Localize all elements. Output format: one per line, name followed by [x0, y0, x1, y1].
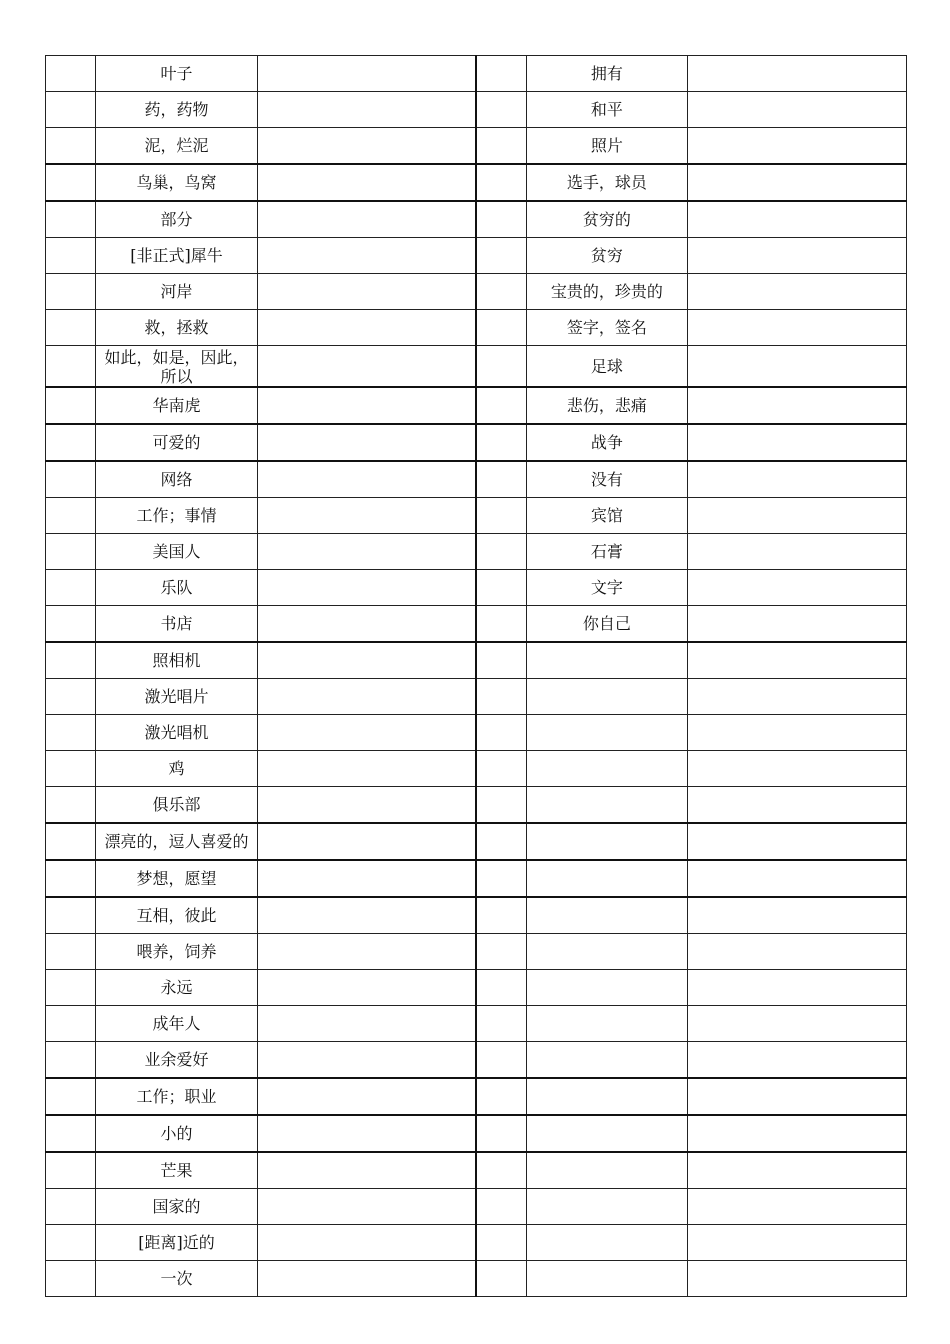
right-number-cell — [476, 498, 526, 534]
right-number-cell — [476, 1078, 526, 1115]
right-answer-cell[interactable] — [688, 1078, 907, 1115]
left-number-cell — [46, 56, 96, 92]
table-row — [46, 128, 907, 165]
left-chinese-cell: 可爱的 — [96, 424, 258, 461]
right-answer-cell[interactable] — [688, 1042, 907, 1079]
right-number-cell — [476, 1115, 526, 1152]
right-chinese-cell — [526, 1078, 688, 1115]
right-number-cell — [476, 679, 526, 715]
right-chinese-cell: 没有 — [526, 461, 688, 498]
right-answer-cell[interactable] — [688, 570, 907, 606]
vocabulary-sheet — [45, 55, 907, 1297]
left-number-cell — [46, 1006, 96, 1042]
left-answer-cell[interactable] — [257, 715, 476, 751]
left-number-cell — [46, 387, 96, 424]
left-chinese-cell: 乐队 — [96, 570, 258, 606]
left-number-cell — [46, 461, 96, 498]
table-row — [46, 897, 907, 934]
right-chinese-cell: 战争 — [526, 424, 688, 461]
left-answer-cell[interactable] — [257, 274, 476, 310]
right-number-cell — [476, 606, 526, 643]
left-answer-cell[interactable] — [257, 1006, 476, 1042]
left-answer-cell[interactable] — [257, 346, 476, 388]
right-number-cell — [476, 534, 526, 570]
left-answer-cell[interactable] — [257, 823, 476, 860]
left-chinese-cell: 书店 — [96, 606, 258, 643]
left-answer-cell[interactable] — [257, 92, 476, 128]
table-row — [46, 1189, 907, 1225]
right-chinese-cell — [526, 1006, 688, 1042]
right-chinese-cell — [526, 751, 688, 787]
left-chinese-cell: 河岸 — [96, 274, 258, 310]
right-answer-cell[interactable] — [688, 1225, 907, 1261]
right-chinese-cell — [526, 1189, 688, 1225]
left-number-cell — [46, 860, 96, 897]
left-chinese-cell: 叶子 — [96, 56, 258, 92]
right-answer-cell[interactable] — [688, 679, 907, 715]
table-row — [46, 642, 907, 679]
right-answer-cell[interactable] — [688, 164, 907, 201]
right-answer-cell[interactable] — [688, 92, 907, 128]
left-answer-cell[interactable] — [257, 606, 476, 643]
table-row — [46, 715, 907, 751]
table-row — [46, 751, 907, 787]
left-number-cell — [46, 970, 96, 1006]
right-number-cell — [476, 128, 526, 165]
left-number-cell — [46, 238, 96, 274]
table-row — [46, 1006, 907, 1042]
left-chinese-cell: 照相机 — [96, 642, 258, 679]
right-answer-cell[interactable] — [688, 387, 907, 424]
right-number-cell — [476, 642, 526, 679]
right-chinese-cell — [526, 934, 688, 970]
left-number-cell — [46, 1078, 96, 1115]
right-chinese-cell: 你自己 — [526, 606, 688, 643]
left-answer-cell[interactable] — [257, 1115, 476, 1152]
left-number-cell — [46, 201, 96, 238]
left-number-cell — [46, 934, 96, 970]
right-chinese-cell — [526, 823, 688, 860]
left-number-cell — [46, 1225, 96, 1261]
left-answer-cell[interactable] — [257, 128, 476, 165]
right-chinese-cell: 贫穷的 — [526, 201, 688, 238]
right-number-cell — [476, 787, 526, 824]
left-answer-cell[interactable] — [257, 1042, 476, 1079]
left-number-cell — [46, 534, 96, 570]
right-number-cell — [476, 897, 526, 934]
right-chinese-cell — [526, 970, 688, 1006]
left-chinese-cell: 华南虎 — [96, 387, 258, 424]
right-number-cell — [476, 860, 526, 897]
right-chinese-cell — [526, 897, 688, 934]
right-chinese-cell — [526, 860, 688, 897]
table-row — [46, 201, 907, 238]
right-chinese-cell: 和平 — [526, 92, 688, 128]
table-row — [46, 1078, 907, 1115]
left-number-cell — [46, 346, 96, 388]
left-chinese-cell: 互相，彼此 — [96, 897, 258, 934]
right-number-cell — [476, 934, 526, 970]
left-chinese-cell: 激光唱机 — [96, 715, 258, 751]
left-number-cell — [46, 787, 96, 824]
right-chinese-cell — [526, 1115, 688, 1152]
right-answer-cell[interactable] — [688, 1152, 907, 1189]
left-answer-cell[interactable] — [257, 310, 476, 346]
table-row — [46, 1115, 907, 1152]
right-answer-cell[interactable] — [688, 1006, 907, 1042]
left-answer-cell[interactable] — [257, 387, 476, 424]
left-answer-cell[interactable] — [257, 498, 476, 534]
right-answer-cell[interactable] — [688, 787, 907, 824]
left-number-cell — [46, 1042, 96, 1079]
right-number-cell — [476, 310, 526, 346]
left-chinese-cell: 药，药物 — [96, 92, 258, 128]
table-row — [46, 92, 907, 128]
right-chinese-cell — [526, 1152, 688, 1189]
table-row — [46, 56, 907, 92]
left-number-cell — [46, 715, 96, 751]
left-number-cell — [46, 1189, 96, 1225]
left-number-cell — [46, 679, 96, 715]
left-chinese-cell: 部分 — [96, 201, 258, 238]
right-number-cell — [476, 751, 526, 787]
left-number-cell — [46, 498, 96, 534]
table-row — [46, 1152, 907, 1189]
table-row — [46, 310, 907, 346]
left-answer-cell[interactable] — [257, 642, 476, 679]
left-chinese-cell: 鸡 — [96, 751, 258, 787]
right-answer-cell[interactable] — [688, 56, 907, 92]
right-chinese-cell — [526, 787, 688, 824]
right-number-cell — [476, 1006, 526, 1042]
table-row — [46, 498, 907, 534]
left-answer-cell[interactable] — [257, 787, 476, 824]
table-row — [46, 274, 907, 310]
table-row — [46, 970, 907, 1006]
right-chinese-cell — [526, 715, 688, 751]
left-chinese-cell: 泥，烂泥 — [96, 128, 258, 165]
left-chinese-cell: 芒果 — [96, 1152, 258, 1189]
table-row — [46, 461, 907, 498]
left-answer-cell[interactable] — [257, 201, 476, 238]
left-chinese-cell: 网络 — [96, 461, 258, 498]
table-row — [46, 238, 907, 274]
left-number-cell — [46, 642, 96, 679]
right-number-cell — [476, 715, 526, 751]
table-row — [46, 534, 907, 570]
right-answer-cell[interactable] — [688, 751, 907, 787]
right-chinese-cell: 宾馆 — [526, 498, 688, 534]
right-answer-cell[interactable] — [688, 128, 907, 165]
right-number-cell — [476, 1225, 526, 1261]
left-chinese-cell: [距离]近的 — [96, 1225, 258, 1261]
left-answer-cell[interactable] — [257, 164, 476, 201]
right-answer-cell[interactable] — [688, 534, 907, 570]
left-number-cell — [46, 751, 96, 787]
left-answer-cell[interactable] — [257, 934, 476, 970]
left-chinese-cell: 工作；事情 — [96, 498, 258, 534]
right-number-cell — [476, 823, 526, 860]
left-number-cell — [46, 897, 96, 934]
right-number-cell — [476, 274, 526, 310]
right-chinese-cell: 拥有 — [526, 56, 688, 92]
left-number-cell — [46, 164, 96, 201]
table-row — [46, 787, 907, 824]
right-chinese-cell: 签字，签名 — [526, 310, 688, 346]
left-answer-cell[interactable] — [257, 461, 476, 498]
left-chinese-cell: 成年人 — [96, 1006, 258, 1042]
left-chinese-cell: [非正式]犀牛 — [96, 238, 258, 274]
right-answer-cell[interactable] — [688, 1261, 907, 1297]
right-number-cell — [476, 461, 526, 498]
left-number-cell — [46, 1152, 96, 1189]
table-row — [46, 424, 907, 461]
left-answer-cell[interactable] — [257, 570, 476, 606]
left-number-cell — [46, 310, 96, 346]
right-number-cell — [476, 1152, 526, 1189]
table-row — [46, 1042, 907, 1079]
left-chinese-cell: 如此，如是，因此，所以 — [96, 346, 258, 388]
right-chinese-cell: 贫穷 — [526, 238, 688, 274]
right-number-cell — [476, 164, 526, 201]
left-number-cell — [46, 274, 96, 310]
left-chinese-cell: 俱乐部 — [96, 787, 258, 824]
right-chinese-cell — [526, 642, 688, 679]
table-row — [46, 1261, 907, 1297]
right-answer-cell[interactable] — [688, 606, 907, 643]
right-chinese-cell: 文字 — [526, 570, 688, 606]
left-chinese-cell: 鸟巢，鸟窝 — [96, 164, 258, 201]
right-chinese-cell — [526, 1042, 688, 1079]
right-number-cell — [476, 570, 526, 606]
left-answer-cell[interactable] — [257, 751, 476, 787]
right-answer-cell[interactable] — [688, 934, 907, 970]
table-row — [46, 934, 907, 970]
left-chinese-cell: 美国人 — [96, 534, 258, 570]
right-answer-cell[interactable] — [688, 860, 907, 897]
left-answer-cell[interactable] — [257, 1078, 476, 1115]
left-answer-cell[interactable] — [257, 1152, 476, 1189]
right-chinese-cell: 石膏 — [526, 534, 688, 570]
right-chinese-cell: 选手，球员 — [526, 164, 688, 201]
left-answer-cell[interactable] — [257, 238, 476, 274]
left-answer-cell[interactable] — [257, 679, 476, 715]
table-row — [46, 346, 907, 388]
right-answer-cell[interactable] — [688, 642, 907, 679]
vocabulary-table — [45, 55, 907, 1297]
left-answer-cell[interactable] — [257, 860, 476, 897]
left-chinese-cell: 小的 — [96, 1115, 258, 1152]
right-answer-cell[interactable] — [688, 461, 907, 498]
table-row — [46, 164, 907, 201]
left-chinese-cell: 永远 — [96, 970, 258, 1006]
right-answer-cell[interactable] — [688, 346, 907, 388]
left-chinese-cell: 喂养，饲养 — [96, 934, 258, 970]
left-chinese-cell: 梦想，愿望 — [96, 860, 258, 897]
right-number-cell — [476, 1261, 526, 1297]
right-number-cell — [476, 346, 526, 388]
right-answer-cell[interactable] — [688, 897, 907, 934]
table-row — [46, 570, 907, 606]
left-answer-cell[interactable] — [257, 970, 476, 1006]
left-number-cell — [46, 823, 96, 860]
right-answer-cell[interactable] — [688, 1189, 907, 1225]
left-answer-cell[interactable] — [257, 1189, 476, 1225]
left-number-cell — [46, 1115, 96, 1152]
right-chinese-cell — [526, 1225, 688, 1261]
table-row — [46, 606, 907, 643]
left-number-cell — [46, 424, 96, 461]
right-chinese-cell: 照片 — [526, 128, 688, 165]
left-chinese-cell: 激光唱片 — [96, 679, 258, 715]
right-answer-cell[interactable] — [688, 238, 907, 274]
table-row — [46, 387, 907, 424]
right-answer-cell[interactable] — [688, 1115, 907, 1152]
right-answer-cell[interactable] — [688, 201, 907, 238]
right-answer-cell[interactable] — [688, 274, 907, 310]
right-answer-cell[interactable] — [688, 498, 907, 534]
left-chinese-cell: 工作；职业 — [96, 1078, 258, 1115]
right-chinese-cell: 宝贵的，珍贵的 — [526, 274, 688, 310]
left-chinese-cell: 漂亮的，逗人喜爱的 — [96, 823, 258, 860]
table-row — [46, 823, 907, 860]
right-chinese-cell: 悲伤，悲痛 — [526, 387, 688, 424]
left-answer-cell[interactable] — [257, 56, 476, 92]
right-answer-cell[interactable] — [688, 970, 907, 1006]
left-answer-cell[interactable] — [257, 1261, 476, 1297]
left-answer-cell[interactable] — [257, 534, 476, 570]
left-number-cell — [46, 570, 96, 606]
right-number-cell — [476, 970, 526, 1006]
left-answer-cell[interactable] — [257, 1225, 476, 1261]
right-number-cell — [476, 92, 526, 128]
left-chinese-cell: 一次 — [96, 1261, 258, 1297]
right-number-cell — [476, 201, 526, 238]
left-number-cell — [46, 1261, 96, 1297]
right-number-cell — [476, 387, 526, 424]
right-answer-cell[interactable] — [688, 310, 907, 346]
table-row — [46, 679, 907, 715]
right-answer-cell[interactable] — [688, 823, 907, 860]
right-answer-cell[interactable] — [688, 715, 907, 751]
left-chinese-cell: 国家的 — [96, 1189, 258, 1225]
right-number-cell — [476, 1189, 526, 1225]
right-answer-cell[interactable] — [688, 424, 907, 461]
left-chinese-cell: 业余爱好 — [96, 1042, 258, 1079]
table-row — [46, 860, 907, 897]
right-number-cell — [476, 238, 526, 274]
right-number-cell — [476, 1042, 526, 1079]
right-chinese-cell: 足球 — [526, 346, 688, 388]
right-chinese-cell — [526, 679, 688, 715]
left-chinese-cell: 救，拯救 — [96, 310, 258, 346]
left-number-cell — [46, 606, 96, 643]
left-answer-cell[interactable] — [257, 424, 476, 461]
table-row — [46, 1225, 907, 1261]
left-number-cell — [46, 92, 96, 128]
right-number-cell — [476, 424, 526, 461]
right-chinese-cell — [526, 1261, 688, 1297]
left-answer-cell[interactable] — [257, 897, 476, 934]
left-number-cell — [46, 128, 96, 165]
right-number-cell — [476, 56, 526, 92]
